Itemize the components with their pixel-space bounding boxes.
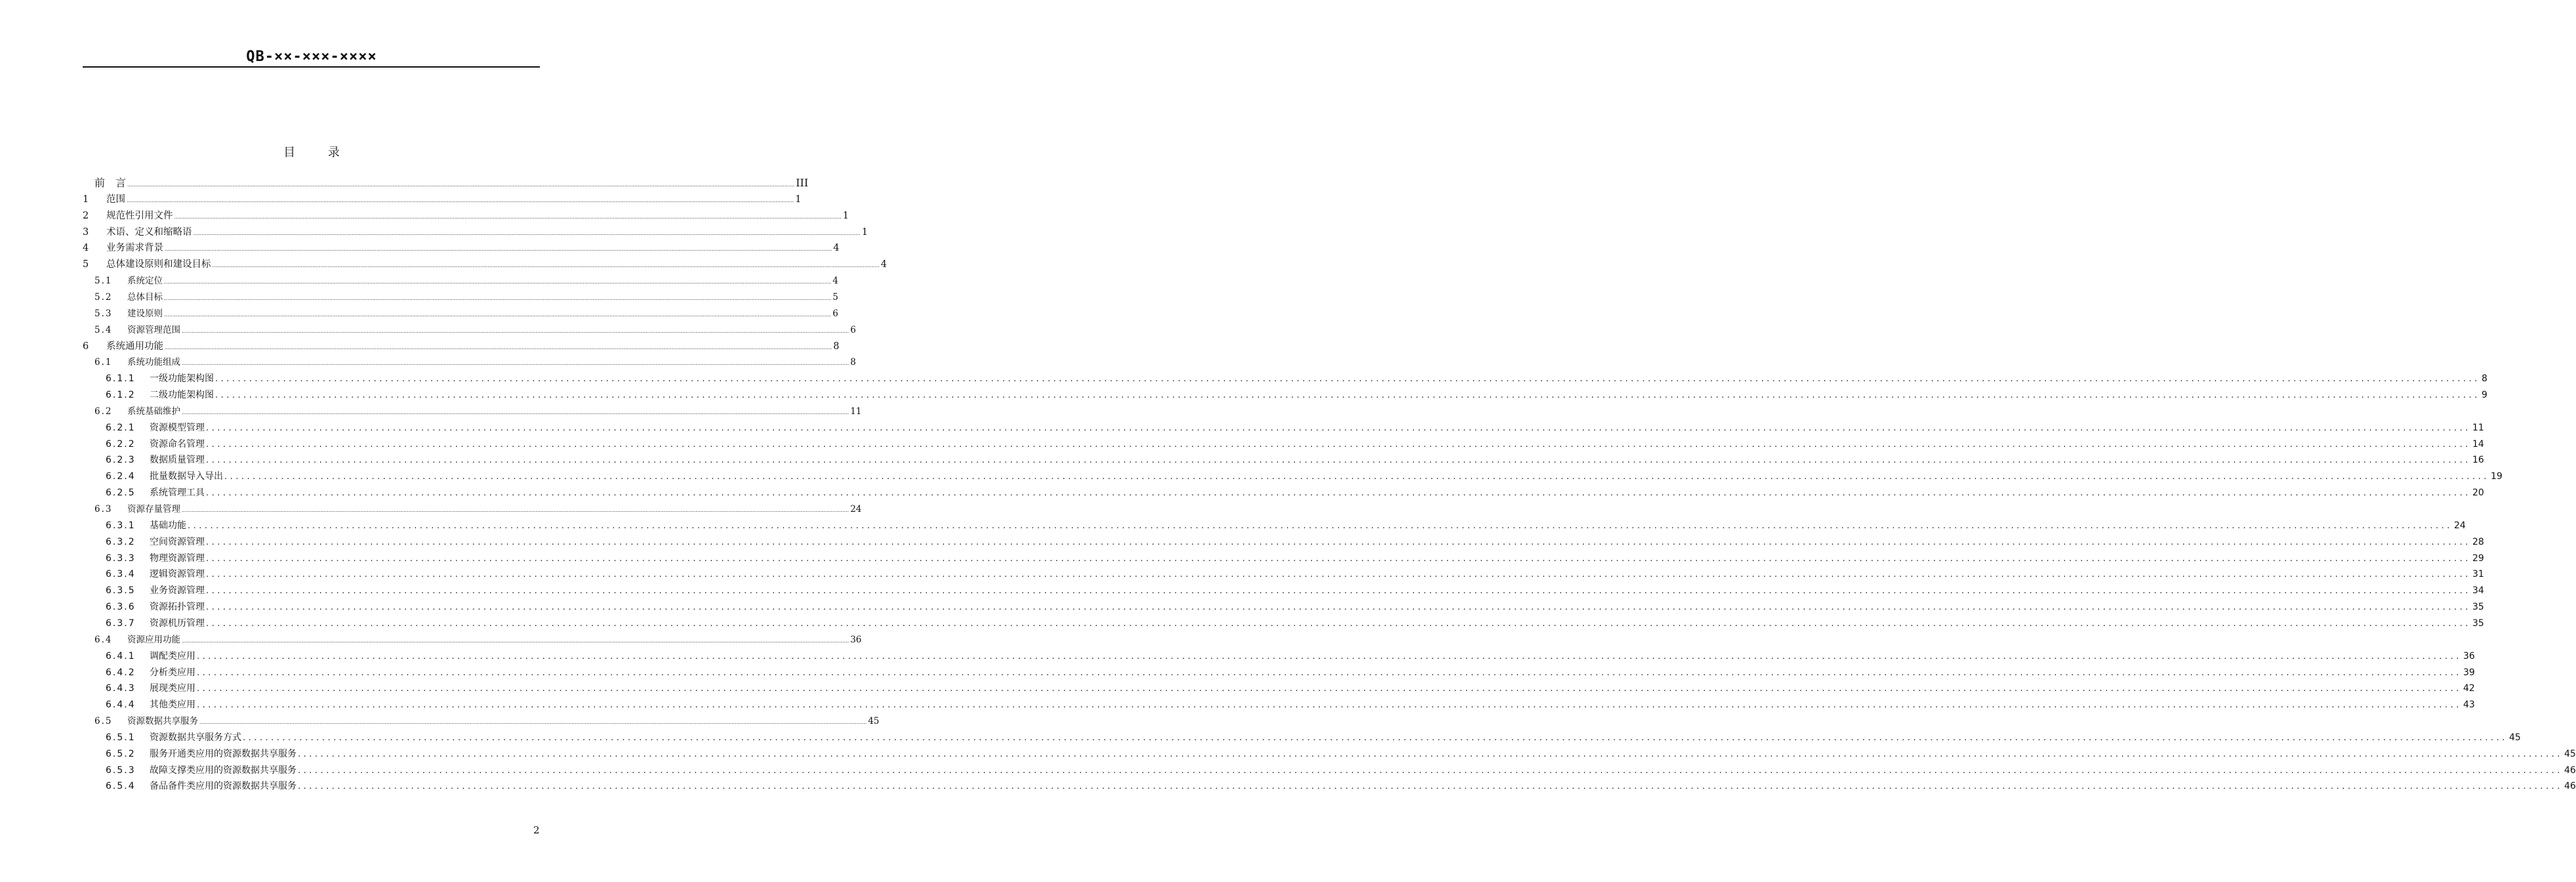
toc-entry-number: 5.2: [94, 291, 113, 303]
toc-entry-page: 16: [2472, 455, 2484, 466]
toc-entry-page: 11: [2472, 422, 2484, 433]
toc-entry-page: 9: [2481, 390, 2487, 401]
toc-entry-title: 物理资源管理: [150, 553, 205, 564]
toc-dot-leader: ................................................................................................................................................................................................................................................................................................................................................................................................................: [243, 732, 2508, 743]
toc-entry-number: 6.2.1: [106, 422, 136, 433]
toc-entry-page: 42: [2463, 683, 2475, 694]
toc-entry-page: 20: [2472, 488, 2484, 499]
toc-entry[interactable]: [0, 648, 2475, 664]
toc-entry-number: 5.4: [94, 324, 113, 335]
toc-entry-leader-line: [127, 289, 838, 306]
toc-dot-leader: ................................................................................................................................................................................................................................................................................................................................................................................................................: [206, 423, 2471, 433]
toc-entry-number: 6.1.1: [106, 373, 136, 385]
toc-dot-leader: ................................................................................................................................................................................................................................................................................................................................................................................................................: [298, 749, 2563, 759]
toc-entry-leader-line: [150, 469, 2503, 485]
toc-entry[interactable]: [0, 404, 862, 419]
page-number: 2: [533, 824, 540, 836]
toc-dot-leader: ................................................................................................................................................................................................................................................................................................................................................................................................................: [182, 360, 849, 367]
toc-entry[interactable]: [0, 501, 862, 517]
toc-entry[interactable]: [0, 551, 2484, 566]
toc-entry-number: 6.4.2: [106, 667, 136, 678]
toc-entry-title: 规范性引用文件: [106, 210, 173, 221]
toc-dot-leader: ................................................................................................................................................................................................................................................................................................................................................................................................................: [199, 719, 867, 726]
toc-entry[interactable]: [0, 289, 838, 305]
toc-entry[interactable]: [0, 485, 2484, 501]
toc-dot-leader: ................................................................................................................................................................................................................................................................................................................................................................................................................: [197, 667, 2462, 678]
toc-entry-page: 45: [868, 716, 880, 727]
toc-entry-leader-line: [150, 648, 2475, 665]
toc-entry-number: 6.4.1: [106, 650, 136, 662]
toc-entry[interactable]: [0, 322, 856, 338]
toc-entry[interactable]: [0, 354, 856, 370]
toc-entry-title: 资源机历管理: [150, 618, 205, 629]
toc-entry-number: 6.2.2: [106, 438, 136, 450]
toc-entry-page: 24: [850, 504, 862, 514]
toc-entry-leader-line: [150, 485, 2484, 501]
toc-entry-number: 6.5: [94, 716, 113, 727]
toc-dot-leader: ................................................................................................................................................................................................................................................................................................................................................................................................................: [206, 586, 2471, 597]
toc-entry-number: 6.4.4: [106, 700, 136, 711]
toc-entry-leader-line: [150, 778, 2576, 795]
toc-entry-page: 46: [2564, 781, 2576, 792]
toc-entry-title: 业务需求背景: [106, 243, 163, 254]
toc-entry-leader-line: [150, 599, 2484, 616]
toc-entry-number: 6.3.7: [106, 618, 136, 629]
toc-dot-leader: ................................................................................................................................................................................................................................................................................................................................................................................................................: [215, 390, 2480, 401]
toc-entry-leader-line: [150, 452, 2484, 469]
toc-entry-title: 术语、定义和缩略语: [106, 226, 192, 238]
toc-dot-leader: ................................................................................................................................................................................................................................................................................................................................................................................................................: [197, 684, 2462, 694]
toc-entry-page: 45: [2564, 748, 2576, 759]
toc-entry-leader-line: [150, 763, 2576, 779]
toc-entry-number: 6.5.4: [106, 781, 136, 792]
toc-entry-title: 调配类应用: [150, 650, 195, 662]
toc-entry[interactable]: [0, 257, 887, 272]
toc-dot-leader: ................................................................................................................................................................................................................................................................................................................................................................................................................: [212, 262, 880, 269]
toc-entry-leader-line: [127, 713, 880, 730]
toc-entry[interactable]: [0, 746, 2576, 762]
toc-entry-number: 6.2: [94, 406, 113, 417]
toc-entry-leader-line: [127, 273, 838, 290]
toc-entry-leader-line: [127, 322, 856, 339]
toc-entry-page: 5: [832, 291, 838, 303]
toc-entry[interactable]: [0, 778, 2576, 794]
toc-entry-leader-line: [106, 192, 802, 209]
toc-entry-title: 业务资源管理: [150, 585, 205, 597]
toc-entry-title: 空间资源管理: [150, 536, 205, 547]
toc-entry[interactable]: [0, 730, 2521, 746]
toc-dot-leader: ................................................................................................................................................................................................................................................................................................................................................................................................................: [224, 472, 2489, 482]
toc-dot-leader: ................................................................................................................................................................................................................................................................................................................................................................................................................: [197, 651, 2462, 662]
toc-entry-leader-line: [150, 730, 2521, 746]
toc-entry-number: 2: [83, 210, 89, 221]
toc-entry[interactable]: [0, 273, 838, 289]
toc-dot-leader: ................................................................................................................................................................................................................................................................................................................................................................................................................: [206, 439, 2471, 450]
toc-dot-leader: ................................................................................................................................................................................................................................................................................................................................................................................................................: [206, 553, 2471, 564]
toc-entry-leader-line: [106, 257, 887, 274]
toc-entry-leader-line: [150, 697, 2475, 713]
toc-entry-page: 35: [2472, 602, 2484, 613]
header-rule: [83, 66, 540, 68]
toc-entry-leader-line: [150, 534, 2484, 551]
toc-entry-number: 6.1.2: [106, 390, 136, 401]
toc-entry-title: 资源管理范围: [127, 324, 180, 335]
toc-entry-leader-line: [150, 387, 2487, 404]
toc-entry-page: 36: [2463, 650, 2475, 662]
toc-entry-number: 6.2.4: [106, 471, 136, 482]
toc-entry[interactable]: [0, 387, 2487, 403]
toc-entry-title: 一级功能架构图: [150, 373, 214, 385]
toc-entry-leader-line: [127, 306, 838, 323]
toc-entry[interactable]: [0, 566, 2484, 582]
toc-entry-number: 6.5.2: [106, 748, 136, 759]
toc-entry-title: 批量数据导入导出: [150, 471, 223, 482]
toc-dot-leader: ................................................................................................................................................................................................................................................................................................................................................................................................................: [165, 246, 832, 253]
toc-entry-title: 基础功能: [150, 520, 186, 531]
toc-entry-page: 19: [2490, 471, 2503, 482]
toc-entry[interactable]: [0, 599, 2484, 615]
toc-entry-title: 故障支撑类应用的资源数据共享服务: [150, 765, 296, 776]
toc-entry[interactable]: [0, 371, 2487, 387]
toc-entry-number: 6.2.3: [106, 455, 136, 466]
toc-entry-title: 前 言: [94, 177, 127, 189]
toc-entry-page: 35: [2472, 618, 2484, 629]
toc-entry-leader-line: [127, 632, 862, 649]
toc-entry[interactable]: [0, 452, 2484, 468]
toc-dot-leader: ................................................................................................................................................................................................................................................................................................................................................................................................................: [182, 327, 849, 334]
toc-entry-page: 8: [833, 341, 840, 352]
toc-dot-leader: ................................................................................................................................................................................................................................................................................................................................................................................................................: [182, 637, 849, 644]
toc-entry-number: 6.3.6: [106, 602, 136, 613]
toc-dot-leader: ................................................................................................................................................................................................................................................................................................................................................................................................................: [206, 618, 2471, 629]
toc-entry[interactable]: [0, 224, 868, 240]
toc-entry-page: 8: [850, 357, 856, 368]
toc-entry-page: 46: [2564, 765, 2576, 776]
toc-entry-title: 系统定位: [127, 276, 163, 287]
toc-dot-leader: ................................................................................................................................................................................................................................................................................................................................................................................................................: [164, 279, 832, 285]
toc-dot-leader: ................................................................................................................................................................................................................................................................................................................................................................................................................: [127, 197, 794, 203]
toc-entry-title: 资源拓扑管理: [150, 602, 205, 613]
toc-entry-page: 8: [2481, 373, 2487, 385]
toc-entry-number: 6.3.3: [106, 553, 136, 564]
toc-entry-number: 6.5.3: [106, 765, 136, 776]
toc-entry[interactable]: [0, 616, 2484, 631]
toc-dot-leader: ................................................................................................................................................................................................................................................................................................................................................................................................................: [298, 782, 2563, 792]
toc-entry-page: 14: [2472, 438, 2484, 450]
toc-entry-page: 1: [795, 194, 802, 205]
toc-entry-page: 4: [833, 243, 840, 254]
toc-entry-leader-line: [150, 518, 2466, 534]
toc-entry[interactable]: [0, 518, 2466, 534]
toc-entry[interactable]: [0, 534, 2484, 550]
toc-entry-leader-line: [127, 501, 862, 518]
toc-entry-title: 系统通用功能: [106, 341, 163, 352]
toc-entry-page: 31: [2472, 569, 2484, 580]
toc-entry-title: 资源命名管理: [150, 438, 205, 450]
toc-entry-number: 6.4: [94, 634, 113, 645]
toc-entry-title: 逻辑资源管理: [150, 569, 205, 580]
toc-dot-leader: ................................................................................................................................................................................................................................................................................................................................................................................................................: [206, 570, 2471, 580]
toc-entry-title: 范围: [106, 194, 125, 205]
toc-entry[interactable]: [0, 306, 838, 322]
toc-dot-leader: ................................................................................................................................................................................................................................................................................................................................................................................................................: [165, 344, 832, 350]
toc-entry-title: 建设原则: [127, 308, 163, 319]
toc-entry-title: 数据质量管理: [150, 455, 205, 466]
toc-entry-page: 6: [850, 324, 856, 335]
toc-entry[interactable]: [0, 632, 862, 648]
toc-entry-page: 1: [842, 210, 849, 221]
toc-entry-page: 43: [2463, 700, 2475, 711]
toc-dot-leader: ................................................................................................................................................................................................................................................................................................................................................................................................................: [164, 311, 832, 318]
toc-entry[interactable]: [0, 681, 2475, 696]
toc-entry-leader-line: [150, 665, 2475, 681]
toc-entry-page: 11: [850, 406, 862, 417]
toc-entry-number: 6.2.5: [106, 488, 136, 499]
toc-entry-leader-line: [150, 566, 2484, 583]
toc-entry-number: 6.3.5: [106, 585, 136, 597]
toc-entry[interactable]: [0, 665, 2475, 681]
toc-entry-page: 39: [2463, 667, 2475, 678]
toc-entry[interactable]: [0, 175, 809, 191]
toc-entry[interactable]: [0, 469, 2503, 484]
toc-entry-number: 6.3: [94, 504, 113, 514]
toc-entry-number: 6.3.2: [106, 536, 136, 547]
toc-dot-leader: ................................................................................................................................................................................................................................................................................................................................................................................................................: [127, 182, 795, 188]
toc-entry-page: 4: [832, 276, 838, 287]
toc-entry-title: 备品备件类应用的资源数据共享服务: [150, 781, 296, 792]
toc-dot-leader: ................................................................................................................................................................................................................................................................................................................................................................................................................: [174, 213, 842, 220]
toc-entry-number: 6.5.1: [106, 732, 136, 743]
toc-entry-leader-line: [150, 583, 2484, 599]
toc-entry-title: 服务开通类应用的资源数据共享服务: [150, 748, 296, 759]
toc-entry-number: 6.3.4: [106, 569, 136, 580]
toc-entry-page: III: [796, 177, 809, 189]
toc-entry[interactable]: [0, 192, 802, 207]
toc-entry-title: 资源应用功能: [127, 634, 180, 645]
toc-entry[interactable]: [0, 420, 2484, 436]
toc-entry-page: 24: [2453, 520, 2466, 531]
toc-entry-title: 其他类应用: [150, 700, 195, 711]
toc-entry-page: 45: [2508, 732, 2521, 743]
toc-entry-number: 1: [83, 194, 89, 205]
toc-entry-leader-line: [106, 224, 868, 242]
toc-entry-number: 6.4.3: [106, 683, 136, 694]
toc-entry-number: 6.1: [94, 357, 113, 368]
toc-dot-leader: ................................................................................................................................................................................................................................................................................................................................................................................................................: [206, 602, 2471, 613]
toc-entry-leader-line: [127, 404, 862, 421]
toc-entry-number: 5.3: [94, 308, 113, 319]
toc-entry-number: 6: [83, 341, 89, 352]
toc-entry-page: 36: [850, 634, 862, 645]
toc-entry-leader-line: [150, 420, 2484, 436]
toc-dot-leader: ................................................................................................................................................................................................................................................................................................................................................................................................................: [206, 488, 2471, 499]
toc-dot-leader: ................................................................................................................................................................................................................................................................................................................................................................................................................: [188, 520, 2453, 531]
toc-title: 目 录: [283, 146, 354, 159]
toc-entry-title: 系统管理工具: [150, 488, 205, 499]
toc-entry-leader-line: [106, 240, 840, 257]
toc-entry-number: 6.3.1: [106, 520, 136, 531]
toc-entry-leader-line: [106, 208, 849, 225]
toc-entry[interactable]: [0, 583, 2484, 598]
toc-dot-leader: ................................................................................................................................................................................................................................................................................................................................................................................................................: [206, 537, 2471, 547]
toc-entry-leader-line: [127, 354, 856, 371]
toc-entry[interactable]: [0, 436, 2484, 452]
toc-entry-title: 系统基础维护: [127, 406, 180, 417]
toc-entry-page: 6: [832, 308, 838, 319]
toc-entry-leader-line: [150, 681, 2475, 697]
toc-dot-leader: ................................................................................................................................................................................................................................................................................................................................................................................................................: [215, 374, 2480, 385]
toc-entry[interactable]: [0, 339, 840, 354]
toc-dot-leader: ................................................................................................................................................................................................................................................................................................................................................................................................................: [182, 507, 849, 513]
toc-entry[interactable]: [0, 697, 2475, 713]
toc-entry-page: 28: [2472, 536, 2484, 547]
toc-entry-number: 4: [83, 243, 89, 254]
toc-entry-page: 34: [2472, 585, 2484, 597]
toc-entry-leader-line: [150, 551, 2484, 567]
toc-entry-title: 资源模型管理: [150, 422, 205, 433]
toc-entry[interactable]: [0, 763, 2576, 778]
toc-entry-title: 资源存量管理: [127, 504, 180, 514]
toc-entry-number: 3: [83, 226, 89, 238]
toc-entry-title: 系统功能组成: [127, 357, 180, 368]
toc-entry[interactable]: [0, 713, 880, 729]
toc-entry-leader-line: [150, 616, 2484, 632]
toc-entry-leader-line: [150, 436, 2484, 453]
toc-entry-leader-line: [106, 339, 840, 356]
toc-dot-leader: ................................................................................................................................................................................................................................................................................................................................................................................................................: [298, 765, 2563, 776]
toc-entry-number: 5: [83, 259, 89, 270]
toc-entry-number: 5.1: [94, 276, 113, 287]
toc-entry-title: 展现类应用: [150, 683, 195, 694]
toc-dot-leader: ................................................................................................................................................................................................................................................................................................................................................................................................................: [164, 295, 832, 301]
toc-entry-page: 29: [2472, 553, 2484, 564]
toc-entry-page: 4: [880, 259, 887, 270]
toc-dot-leader: ................................................................................................................................................................................................................................................................................................................................................................................................................: [182, 409, 849, 415]
toc-entry-title: 总体建设原则和建设目标: [106, 259, 211, 270]
toc-entry-leader-line: [150, 371, 2487, 387]
toc-entry[interactable]: [0, 240, 840, 256]
toc-dot-leader: ................................................................................................................................................................................................................................................................................................................................................................................................................: [197, 700, 2462, 711]
document-code-header: QB-××-×××-××××: [246, 49, 377, 65]
toc-entry[interactable]: [0, 208, 849, 224]
toc-dot-leader: ................................................................................................................................................................................................................................................................................................................................................................................................................: [206, 455, 2471, 466]
toc-entry-title: 资源数据共享服务方式: [150, 732, 241, 743]
toc-entry-leader-line: [94, 175, 809, 193]
toc-entry-title: 分析类应用: [150, 667, 195, 678]
toc-entry-page: 1: [861, 226, 868, 238]
toc-entry-title: 资源数据共享服务: [127, 716, 198, 727]
toc-dot-leader: ................................................................................................................................................................................................................................................................................................................................................................................................................: [193, 230, 861, 236]
toc-entry-title: 总体目标: [127, 291, 163, 303]
toc-entry-title: 二级功能架构图: [150, 390, 214, 401]
toc-entry-leader-line: [150, 746, 2576, 763]
